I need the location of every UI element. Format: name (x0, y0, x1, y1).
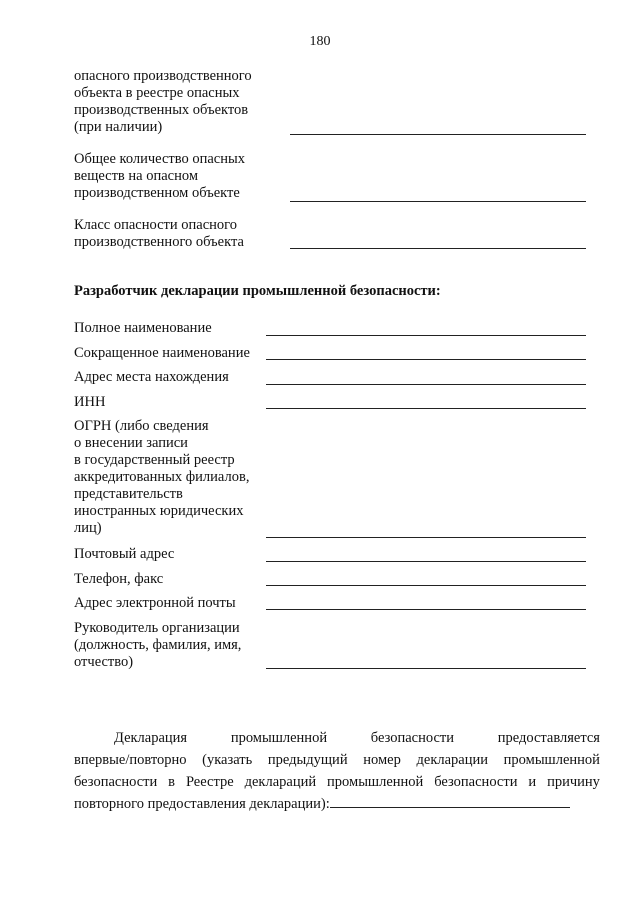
field-label-full-name: Полное наименование (74, 320, 212, 336)
field-line-full-name[interactable] (266, 335, 586, 336)
word: промышленной (503, 752, 600, 768)
paragraph-line-4-text: повторного предоставления декларации): (74, 796, 330, 812)
field-line-short-name[interactable] (266, 359, 586, 360)
field-label-registry-number: опасного производственного объекта в реестре опасных производственных объектов (при наличии) (74, 68, 252, 135)
field-label-hazard-class: Класс опасности опасного производственного объекта (74, 217, 244, 250)
field-label-phone-fax: Телефон, факс (74, 571, 164, 587)
field-line-registry-number[interactable] (290, 134, 586, 135)
field-line-head-of-organization[interactable] (266, 668, 586, 669)
field-label-email: Адрес электронной почты (74, 595, 236, 611)
field-label-ogrn: ОГРН (либо сведения о внесении записи в государственный реестр аккредитованных филиалов, представительств иностранных юридических лиц) (74, 418, 250, 536)
word: номер (363, 752, 401, 768)
page-number: 180 (309, 34, 331, 49)
word: причину (547, 774, 600, 790)
word: декларации (416, 752, 488, 768)
field-line-postal-address[interactable] (266, 561, 586, 562)
word: Декларация (114, 730, 188, 746)
field-line-ogrn[interactable] (266, 537, 586, 538)
word: в (168, 774, 176, 790)
word: промышленной (230, 730, 328, 746)
field-label-head-of-organization: Руководитель организации (должность, фамилия, имя, отчество) (74, 620, 242, 670)
word: безопасности (370, 730, 455, 746)
developer-heading: Разработчик декларации промышленной безопасности: (74, 283, 441, 299)
field-line-email[interactable] (266, 609, 586, 610)
field-line-hazard-class[interactable] (290, 248, 586, 249)
declaration-paragraph (74, 727, 600, 815)
word: безопасности (434, 774, 518, 790)
paragraph-line-3 (74, 771, 600, 793)
word: деклараций (244, 774, 317, 790)
word: (указать (202, 752, 253, 768)
field-label-hazardous-substances: Общее количество опасных веществ на опасном производственном объекте (74, 151, 245, 201)
field-label-postal-address: Почтовый адрес (74, 546, 175, 562)
field-label-inn: ИНН (74, 394, 106, 410)
paragraph-line-1 (74, 727, 600, 749)
word: предоставляется (497, 730, 600, 746)
field-line-hazardous-substances[interactable] (290, 201, 586, 202)
paragraph-line-4 (74, 793, 600, 815)
field-line-phone-fax[interactable] (266, 585, 586, 586)
word: промышленной (327, 774, 424, 790)
word: впервые/повторно (74, 752, 187, 768)
field-label-short-name: Сокращенное наименование (74, 345, 250, 361)
word: и (528, 774, 537, 790)
word: Реестре (185, 774, 234, 790)
word: безопасности (74, 774, 158, 790)
field-line-inn[interactable] (266, 408, 586, 409)
reason-blank-line[interactable] (330, 793, 570, 808)
field-label-address: Адрес места нахождения (74, 369, 229, 385)
field-line-address[interactable] (266, 384, 586, 385)
paragraph-line-2 (74, 749, 600, 771)
word: предыдущий (267, 752, 348, 768)
